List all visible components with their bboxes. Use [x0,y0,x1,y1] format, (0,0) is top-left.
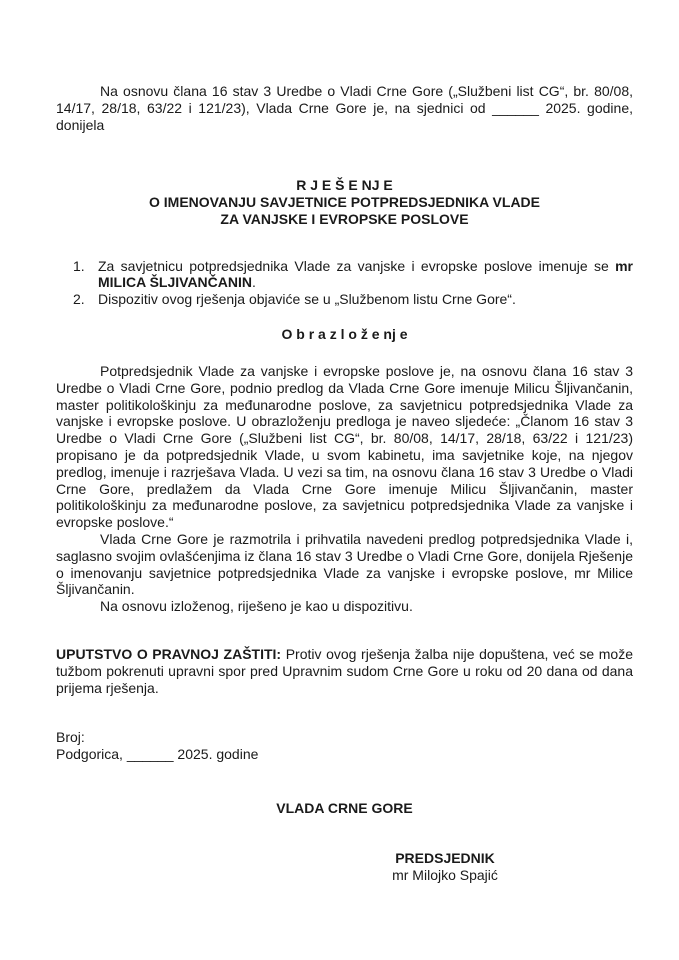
issuer-name: VLADA CRNE GORE [276,799,413,816]
dispositive-item-1 [56,258,633,292]
item-text-segment: Za savjetnicu potpredsjednika Vlade za vanjske i evropske poslove imenuje se [98,257,616,274]
dispositive-list [56,258,633,308]
rationale-paragraph-2: Vlada Crne Gore je razmotrila i prihvatila navedeni predlog potpredsjednika Vlade i, saglasno svojim ovlašćenjima iz člana 16 stav 3 Uredbe o Vladi Crne Gore, donijela Rješenje o imenovanju savjetnice potpredsjednika Vlade za vanjske i evropske poslove, mr Milice Šljivančanin. [56,530,633,598]
legal-remedy-text: Protiv ovog rješenja žalba nije dopuštena, već se može tužbom pokrenuti upravni spor pred Upravnim sudom Crne Gore u roku od 20 dana od dana prijema rješenja. [56,645,634,696]
item-number: 2. [73,291,85,308]
rationale-heading: O b r a z l o ž e nj e [281,326,408,342]
item-number: 1. [73,257,85,274]
signatory-name: mr Milojko Spajić [392,866,498,883]
rationale-paragraph-1: Potpredsjednik Vlade za vanjske i evropske poslove je, na osnovu člana 16 stav 3 Uredbe o Vladi Crne Gore, podnio predlog da Vlada Crne Gore imenuje Milicu Šljivančanin, master politikološkinju za međunarodne poslove, za savjetnicu potpredsjednika Vlade za vanjske i evropske poslove. U obrazloženju predloga je naveo sljedeće: „Članom 16 stav 3 Uredbe o Vladi Crne Gore („Službeni list CG“, br. 80/08, 14/17, 28/18, 63/22 i 121/23) propisano je da potpredsjednik Vlade, u svom kabinetu, ima savjetnike koje, na njegov predlog, imenuje i razrješava Vlada. U vezi sa tim, na osnovu člana 16 stav 3 Uredbe o Vladi Crne Gore, predlažem da Vlada Crne Gore imenuje Milicu Šljivančanin, master politikološkinju za međunarodne poslove, za savjetnicu potpredsjednika Vlade za vanjske i evropske poslove.“ [56,363,633,531]
decision-title-line3: ZA VANJSKE I EVROPSKE POSLOVE [220,210,469,227]
item-text [98,258,633,292]
legal-remedy-notice [56,646,633,696]
signatory-role: PREDSJEDNIK [395,849,495,866]
decision-title-block [56,177,633,228]
place-date-line: Podgorica, ______ 2025. godine [56,746,259,763]
rationale-body [56,363,633,615]
intro-paragraph: Na osnovu člana 16 stav 3 Uredbe o Vladi Crne Gore („Službeni list CG“, br. 80/08, 14/17, 28/18, 63/22 i 121/23), Vlada Crne Gore je, na sjednici od ______ 2025. godine, donijela [56,83,633,134]
item-text: Dispozitiv ovog rješenja objaviće se u „Službenom listu Crne Gore“. [98,291,516,308]
item-text-segment: . [252,274,256,291]
dispositive-item-2 [56,291,633,308]
document-number-label: Broj: [56,729,85,746]
legal-remedy-label: UPUTSTVO O PRAVNOJ ZAŠTITI: [56,645,282,662]
decision-title-line2: O IMENOVANJU SAVJETNICE POTPREDSJEDNIKA VLADE [148,193,541,210]
rationale-paragraph-3: Na osnovu izloženog, riješeno je kao u dispozitivu. [100,598,413,615]
document-footer [56,729,633,763]
decision-title: R J E Š E NJ E [296,176,393,193]
appointee-name: mr MILICA ŠLJIVANČANIN [98,257,633,291]
signature-block [335,850,555,884]
